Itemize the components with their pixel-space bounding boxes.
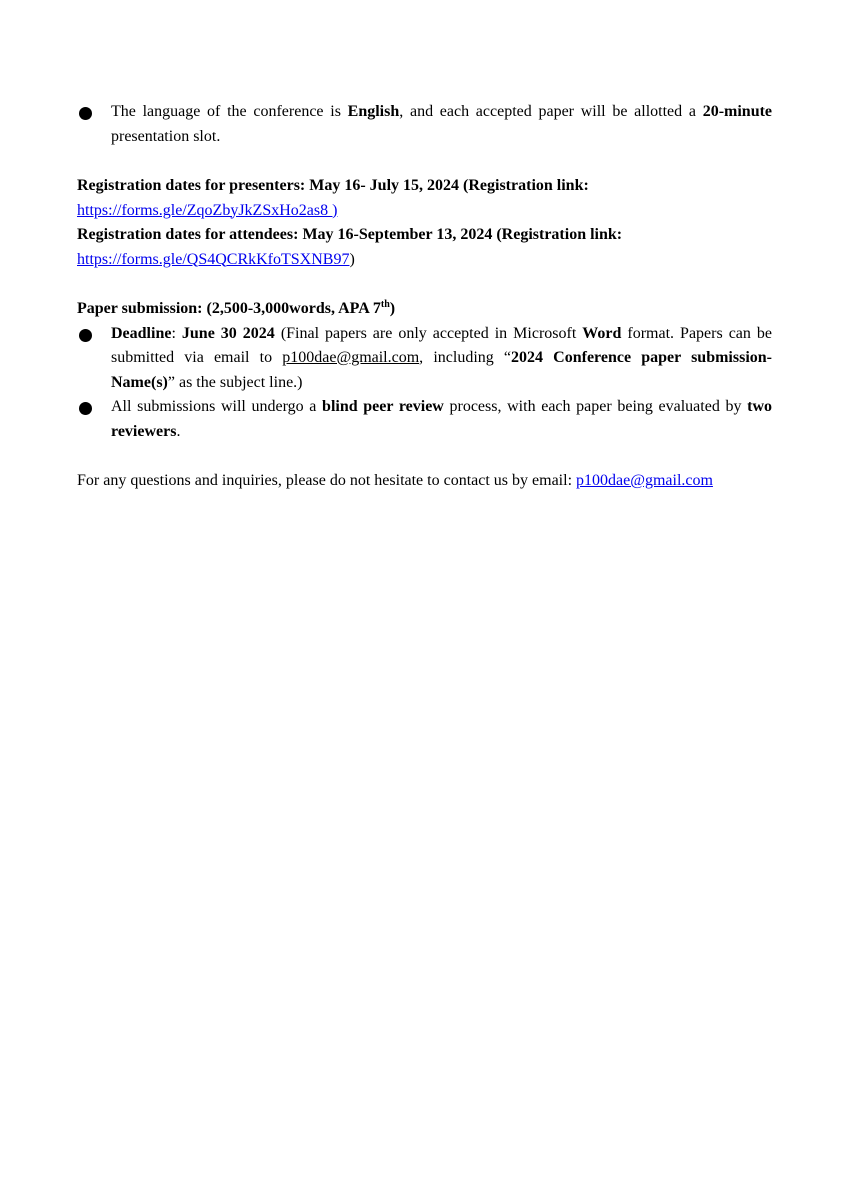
word-format: Word (582, 324, 622, 342)
presenters-registration-link[interactable]: https://forms.gle/ZqoZbyJkZSxHo2as8 ) (77, 201, 338, 219)
document-body (77, 100, 772, 494)
submission-heading-text: Paper submission: (2,500-3,000words, APA 7 (77, 300, 381, 317)
deadline-date: June 30 2024 (181, 324, 275, 342)
attendees-registration-link[interactable]: https://forms.gle/QS4QCRkKfoTSXNB97 (77, 250, 350, 268)
review-text: All submissions will undergo a (111, 398, 323, 415)
presenters-registration-heading: Registration dates for presenters: May 16- July 15, 2024 (Registration link: (77, 177, 589, 194)
review-text-2: process, with each paper being evaluated by (443, 398, 748, 415)
deadline-text: (Final papers are only accepted in Microsoft (274, 324, 583, 342)
attendees-registration-heading: Registration dates for attendees: May 16-September 13, 2024 (Registration link: (77, 226, 623, 243)
contact-line (77, 469, 772, 494)
blind-peer-review: blind peer review (322, 398, 444, 415)
deadline-text-2: format. Papers can be submitted via email to (111, 324, 772, 366)
bullet-icon (79, 402, 92, 415)
language-english: English (347, 103, 400, 120)
review-text-3: . (176, 422, 181, 440)
submission-email[interactable]: p100dae@gmail.com (282, 349, 420, 366)
deadline-bullet-item (77, 322, 772, 396)
bullet-icon (79, 329, 92, 342)
contact-email-link[interactable]: p100dae@gmail.com (576, 472, 713, 489)
deadline-label: Deadline (111, 324, 172, 342)
two-reviewers: two reviewers (111, 398, 773, 440)
bullet-icon (79, 107, 92, 120)
subject-line: 2024 Conference paper submission-Name(s) (111, 349, 773, 391)
language-bullet-item (77, 100, 772, 149)
language-text-3: presentation slot. (111, 127, 221, 145)
submission-heading-sup: th (380, 299, 390, 310)
deadline-text-3: , including “ (419, 349, 512, 366)
review-bullet-item (77, 395, 772, 444)
attendees-link-close: ) (349, 250, 355, 268)
presentation-duration: 20-minute (702, 103, 773, 120)
language-text: The language of the conference is (111, 103, 348, 120)
registration-section (77, 174, 772, 272)
language-text-2: , and each accepted paper will be allotted a (399, 103, 703, 120)
submission-heading-end: ) (389, 300, 396, 317)
deadline-sep: : (171, 324, 182, 342)
contact-text: For any questions and inquiries, please do not hesitate to contact us by email: (77, 472, 577, 489)
deadline-text-4: ” as the subject line.) (167, 373, 303, 391)
paper-submission-heading (77, 297, 772, 322)
